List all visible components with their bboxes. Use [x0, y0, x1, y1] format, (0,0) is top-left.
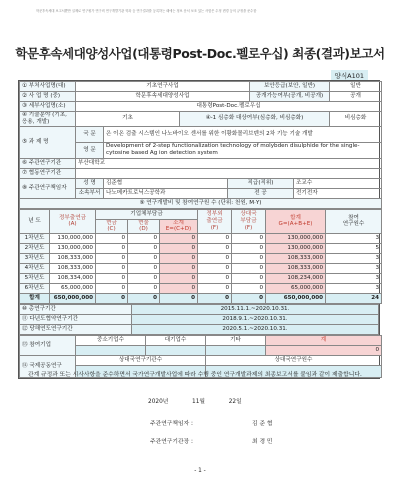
- field-value: 기초: [76, 112, 180, 127]
- field-label: 계: [266, 336, 382, 346]
- field-label: ⑧ 주관연구책임자: [20, 178, 76, 198]
- info-table: [19, 81, 382, 209]
- budget-cell-year: 1차년도: [20, 234, 50, 244]
- report-form: [18, 80, 380, 379]
- row-tech-field: [20, 112, 382, 127]
- budget-row: [20, 274, 382, 284]
- budget-cell-gov: 650,000,000: [50, 294, 96, 304]
- row-pi-name: [20, 178, 382, 188]
- row-ministry: [20, 82, 382, 92]
- submission-statement: 관계 규정과 또는 시사사항을 준수하면서 국가연구개발사업에 따라 수행 중인 연구개발과제의 최종보고서를 붙임과 같이 제출합니다.: [28, 372, 362, 378]
- col-header: 년 도: [20, 209, 50, 234]
- budget-cell-kind: 0: [128, 274, 160, 284]
- row-multi-year-period: [20, 315, 379, 325]
- budget-header-row: [20, 209, 382, 219]
- signer-head-name: 최 경 민: [252, 439, 273, 445]
- field-label: 대기업수: [146, 336, 206, 346]
- col-header: 참여 연구원수: [326, 209, 382, 234]
- field-label: ⑬ 참여기업: [20, 336, 76, 356]
- row-host-institution: [20, 158, 382, 168]
- row-budget-heading: [20, 198, 382, 208]
- budget-cell-cash: 0: [96, 234, 128, 244]
- budget-cell-total: 65,000,000: [266, 284, 326, 294]
- field-label: 성 명: [76, 178, 104, 188]
- budget-cell-gov: 130,000,000: [50, 234, 96, 244]
- budget-cell-gov: 108,333,000: [50, 264, 96, 274]
- field-label: 상대국연구기관수: [76, 356, 206, 366]
- field-label: 중소기업수: [76, 336, 146, 346]
- budget-cell-local: 0: [198, 284, 232, 294]
- budget-cell-year: 2차년도: [20, 244, 50, 254]
- col-header: 합계 G=(A+B+E): [266, 209, 326, 234]
- field-label: 상대국연구원수: [206, 356, 382, 366]
- field-label: ⑭ 국제공동연구: [20, 356, 76, 378]
- budget-cell-sub: 0: [160, 274, 198, 284]
- budget-row: [20, 234, 382, 244]
- col-header: 소계 E=(C+D): [160, 219, 198, 234]
- budget-cell-people: 5: [326, 244, 382, 254]
- date-day: 22일: [228, 399, 242, 405]
- field-label: 소속부서: [76, 188, 104, 198]
- pi-position: 조교수: [294, 178, 382, 188]
- budget-cell-cash: 0: [96, 274, 128, 284]
- budget-cell-kind: 0: [128, 294, 160, 304]
- page-number: - 1 -: [194, 468, 206, 474]
- pi-department: 나노메카트로닉스공학과: [104, 188, 228, 198]
- field-value: 기초연구사업: [76, 82, 250, 92]
- field-label: 기타: [206, 336, 266, 346]
- budget-cell-self: 0: [232, 264, 266, 274]
- field-label: ⑥ 주관연구기관: [20, 158, 76, 168]
- project-title-english: Development of 2-step functionalization technology of molybden disulphide for the single-cytosine based Ag ion detection system: [104, 142, 382, 158]
- budget-cell-cash: 0: [96, 284, 128, 294]
- budget-cell-sub: 0: [160, 254, 198, 264]
- budget-cell-sub: 0: [160, 234, 198, 244]
- field-label: 영 문: [76, 142, 104, 158]
- field-label: ① 부처사업명(대): [20, 82, 76, 92]
- field-value: [76, 168, 382, 178]
- field-label: 직급(직위): [228, 178, 294, 188]
- budget-cell-kind: 0: [128, 264, 160, 274]
- budget-cell-people: 24: [326, 294, 382, 304]
- field-label: ⑩ 총연구기간: [20, 305, 132, 315]
- budget-row: [20, 244, 382, 254]
- field-value: 학문후속세대양성사업: [76, 92, 250, 102]
- budget-cell-total: 108,333,000: [266, 254, 326, 264]
- budget-cell-self: 0: [232, 274, 266, 284]
- budget-cell-year: 4차년도: [20, 264, 50, 274]
- budget-cell-total: 650,000,000: [266, 294, 326, 304]
- field-label: ③ 세부사업명(소): [20, 102, 76, 112]
- budget-cell-sub: 0: [160, 294, 198, 304]
- field-label: 보안등급(보안, 일반): [250, 82, 330, 92]
- field-label: ⑫ 당해연도연구기간: [20, 325, 132, 335]
- budget-cell-total: 108,234,000: [266, 274, 326, 284]
- field-label: ② 사 업 명 (중): [20, 92, 76, 102]
- budget-cell-people: 3: [326, 284, 382, 294]
- field-value: 비심층화: [330, 112, 382, 127]
- budget-cell-local: 0: [198, 264, 232, 274]
- field-label: 공개가능여부(공개, 비공개): [250, 92, 330, 102]
- budget-cell-local: 0: [198, 274, 232, 284]
- field-value: 일반: [330, 82, 382, 92]
- budget-cell-sub: 0: [160, 264, 198, 274]
- budget-cell-total: 130,000,000: [266, 234, 326, 244]
- col-header: 현물 (D): [128, 219, 160, 234]
- budget-cell-self: 0: [232, 254, 266, 264]
- pi-name: 김준협: [104, 178, 228, 188]
- header-notice: 학문후속세대 보고서뿐만 실제로 연구원가 연구비 연구개발기관 학과 등 연구결과를 등록하는 때에는 정보 문서 보조 있는 사항은 수정 변경 등의 규정을 준수함: [36, 9, 257, 13]
- budget-cell-people: 3: [326, 234, 382, 244]
- budget-cell-kind: 0: [128, 284, 160, 294]
- report-title: 학문후속세대양성사업(대통령Post-Doc.펠로우십) 최종(결과)보고서: [15, 46, 385, 61]
- field-label: ④-1 심층화 대상여부(심층화, 비심층화): [180, 112, 330, 127]
- signer-head-label: 주관연구기관장 :: [150, 439, 193, 445]
- budget-cell-total: 108,333,000: [266, 264, 326, 274]
- field-label: ④ 기술분야 (기초, 응용, 개발): [20, 112, 76, 127]
- field-label: 전 공: [228, 188, 294, 198]
- field-label: ⑤ 과 제 명: [20, 126, 76, 158]
- budget-row: [20, 284, 382, 294]
- signer-pi-label: 주관연구책임자 :: [150, 421, 193, 427]
- row-intl-labels: [20, 356, 382, 366]
- period-table: [19, 304, 379, 335]
- row-subprogram: [20, 102, 382, 112]
- row-coop-institution: [20, 168, 382, 178]
- budget-table: [19, 209, 382, 305]
- budget-cell-kind: 0: [128, 234, 160, 244]
- budget-cell-local: 0: [198, 244, 232, 254]
- budget-cell-year: 6차년도: [20, 284, 50, 294]
- field-value: 대통령Post-Doc.펠로우십: [76, 102, 382, 112]
- field-value: [76, 346, 146, 356]
- pi-major: 전기전자: [294, 188, 382, 198]
- form-number-badge: 양식A101: [331, 70, 368, 81]
- budget-cell-year: 합계: [20, 294, 50, 304]
- field-value: 2015.11.1.~2020.10.31.: [132, 305, 379, 315]
- budget-cell-sub: 0: [160, 284, 198, 294]
- budget-cell-local: 0: [198, 234, 232, 244]
- row-program: [20, 92, 382, 102]
- budget-cell-year: 3차년도: [20, 254, 50, 264]
- budget-cell-cash: 0: [96, 254, 128, 264]
- budget-cell-year: 5차년도: [20, 274, 50, 284]
- date-year: 2020년: [148, 399, 169, 405]
- field-value: 2018.9.1.~2020.10.31.: [132, 315, 379, 325]
- section-heading: ⑨ 연구개발비 및 참여연구원 수 (단위: 천원, M·Y): [20, 198, 382, 208]
- budget-cell-cash: 0: [96, 264, 128, 274]
- field-value: 공개: [330, 92, 382, 102]
- field-label: 국 문: [76, 126, 104, 142]
- budget-cell-self: 0: [232, 294, 266, 304]
- field-label: ⑦ 협동연구기관: [20, 168, 76, 178]
- budget-cell-cash: 0: [96, 294, 128, 304]
- budget-cell-gov: 130,000,000: [50, 244, 96, 254]
- col-header: 정부외 출연금 (F): [198, 209, 232, 234]
- budget-cell-sub: 0: [160, 244, 198, 254]
- col-header: 기업체부담금: [96, 209, 198, 219]
- budget-cell-people: 3: [326, 264, 382, 274]
- date-month: 11월: [192, 399, 206, 405]
- budget-cell-local: 0: [198, 294, 232, 304]
- budget-cell-self: 0: [232, 244, 266, 254]
- col-header: 정부출연금 (A): [50, 209, 96, 234]
- budget-cell-gov: 108,334,000: [50, 274, 96, 284]
- budget-cell-self: 0: [232, 284, 266, 294]
- row-title-kor: [20, 126, 382, 142]
- budget-cell-kind: 0: [128, 254, 160, 264]
- budget-cell-people: 3: [326, 254, 382, 264]
- budget-cell-people: 3: [326, 274, 382, 284]
- field-value: [206, 346, 266, 356]
- field-label: ⑪ 다년도협약연구기간: [20, 315, 132, 325]
- budget-row: [20, 264, 382, 274]
- budget-cell-gov: 108,333,000: [50, 254, 96, 264]
- field-value: 0: [266, 346, 382, 356]
- budget-cell-cash: 0: [96, 244, 128, 254]
- budget-total-row: [20, 294, 382, 304]
- row-companies-labels: [20, 336, 382, 346]
- row-total-period: [20, 305, 379, 315]
- col-header: 현금 (C): [96, 219, 128, 234]
- budget-cell-self: 0: [232, 234, 266, 244]
- field-value: 2020.5.1.~2020.10.31.: [132, 325, 379, 335]
- budget-cell-total: 130,000,000: [266, 244, 326, 254]
- budget-cell-kind: 0: [128, 244, 160, 254]
- budget-cell-gov: 65,000,000: [50, 284, 96, 294]
- submission-date: [148, 396, 278, 405]
- col-header: 상대국 부담금 (F): [232, 209, 266, 234]
- budget-row: [20, 254, 382, 264]
- signer-pi-name: 김 준 협: [252, 421, 273, 427]
- project-title-korean: 은 이온 검출 시스템인 나노바이오 센서를 위한 이황화몰리브덴의 2차 기능 기술 개발: [104, 126, 382, 142]
- field-value: 부산대학교: [76, 158, 382, 168]
- row-current-year-period: [20, 325, 379, 335]
- field-value: [146, 346, 206, 356]
- budget-cell-local: 0: [198, 254, 232, 264]
